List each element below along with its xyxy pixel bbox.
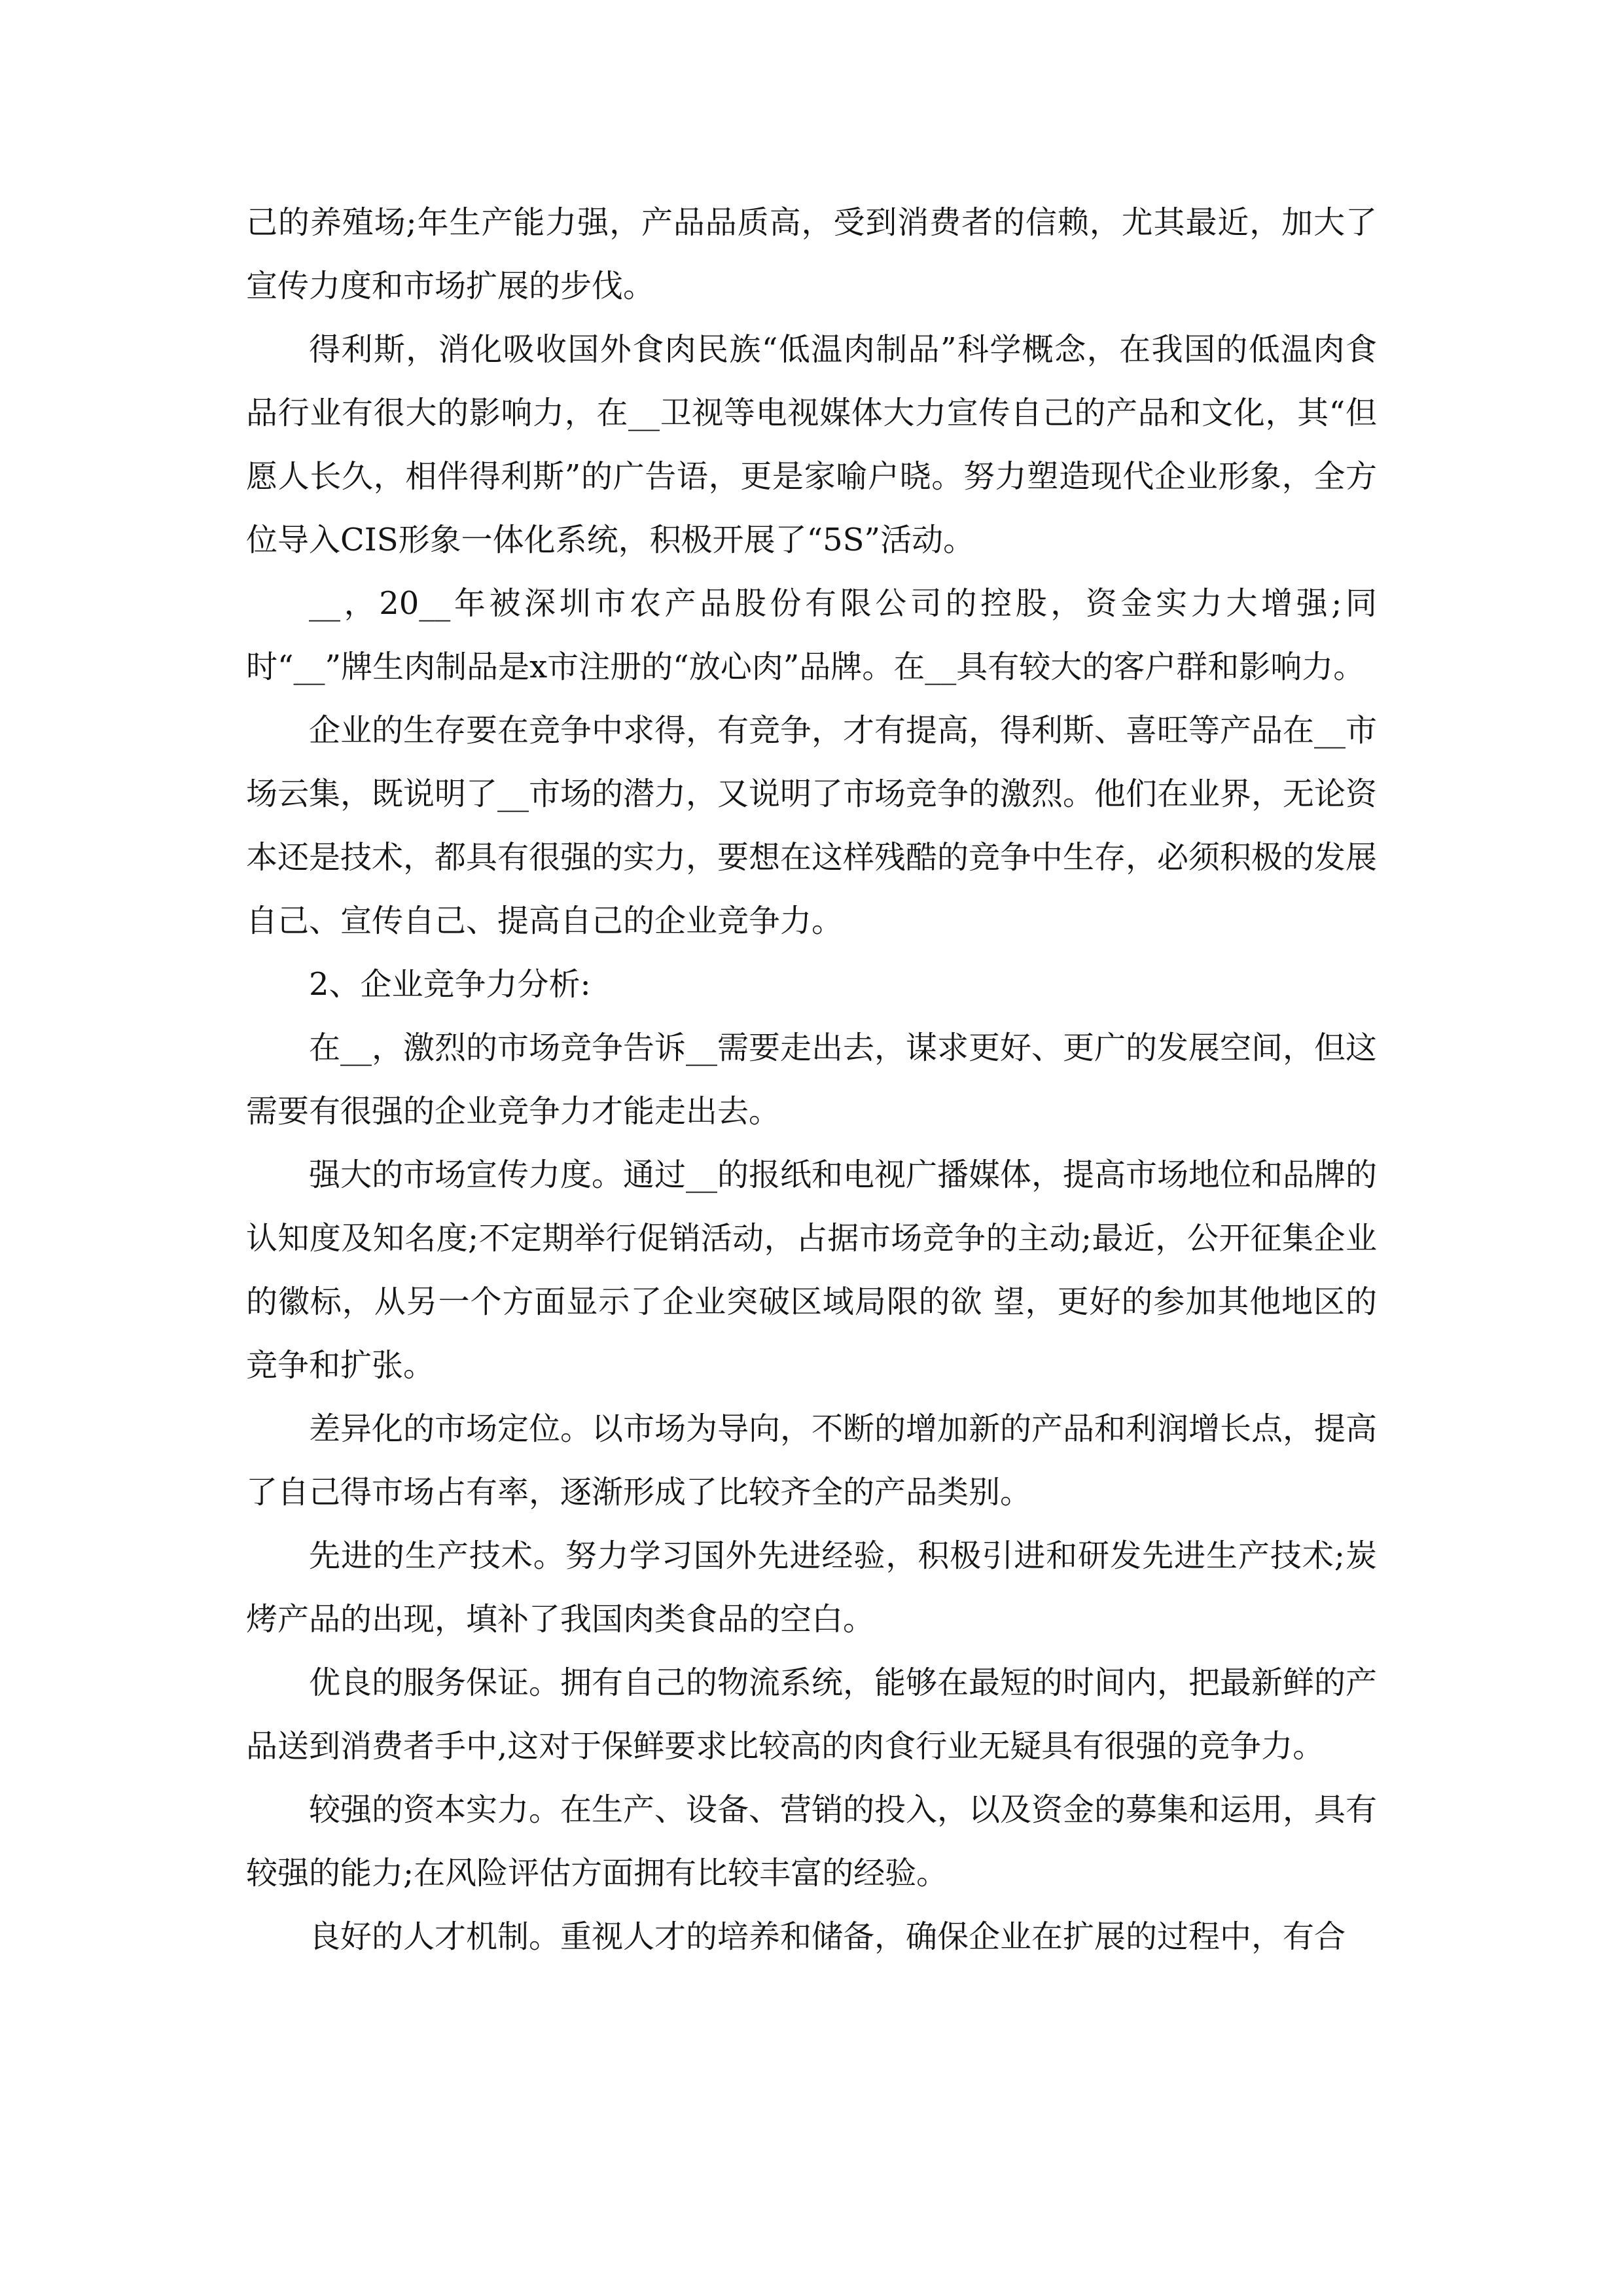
paragraph: __，20__年被深圳市农产品股份有限公司的控股，资金实力大增强;同时“__”牌生肉制品是x市注册的“放心肉”品牌。在__具有较大的客户群和影响力。 xyxy=(246,585,1377,685)
paragraph: 企业的生存要在竞争中求得，有竞争，才有提高，得利斯、喜旺等产品在__市场云集，既说明了__市场的潜力，又说明了市场竞争的激烈。他们在业界，无论资本还是技术，都具有很强的实力，要想在这样残酷的竞争中生存，必须积极的发展自己、宣传自己、提高自己的企业竞争力。 xyxy=(246,712,1378,939)
document-body xyxy=(246,191,1377,1969)
paragraph: 较强的资本实力。在生产、设备、营销的投入，以及资金的募集和运用，具有较强的能力;在风险评估方面拥有比较丰富的经验。 xyxy=(246,1791,1378,1892)
paragraph: 得利斯，消化吸收国外食肉民族“低温肉制品”科学概念，在我国的低温肉食品行业有很大的影响力，在__卫视等电视媒体大力宣传自己的产品和文化，其“但愿人长久，相伴得利斯”的广告语，更是家喻户晓。努力塑造现代企业形象，全方位导入CIS形象一体化系统，积极开展了“5S”活动。 xyxy=(246,331,1377,558)
paragraph: 差异化的市场定位。以市场为导向，不断的增加新的产品和利润增长点，提高了自己得市场占有率，逐渐形成了比较齐全的产品类别。 xyxy=(246,1410,1378,1511)
section-heading: 2、企业竞争力分析: xyxy=(309,966,591,1003)
paragraph: 先进的生产技术。努力学习国外先进经验，积极引进和研发先进生产技术;炭烤产品的出现，填补了我国肉类食品的空白。 xyxy=(246,1537,1377,1638)
paragraph: 优良的服务保证。拥有自己的物流系统，能够在最短的时间内，把最新鲜的产品送到消费者手中,这对于保鲜要求比较高的肉食行业无疑具有很强的竞争力。 xyxy=(246,1664,1378,1765)
paragraph: 在__，激烈的市场竞争告诉__需要走出去，谋求更好、更广的发展空间，但这需要有很强的企业竞争力才能走出去。 xyxy=(246,1030,1378,1130)
paragraph: 强大的市场宣传力度。通过__的报纸和电视广播媒体，提高市场地位和品牌的认知度及知名度;不定期举行促销活动，占据市场竞争的主动;最近，公开征集企业的徽标，从另一个方面显示了企业突破区域局限的欲 望，更好的参加其他地区的竞争和扩张。 xyxy=(246,1157,1378,1384)
paragraph: 良好的人才机制。重视人才的培养和储备，确保企业在扩展的过程中，有合 xyxy=(309,1918,1346,1955)
paragraph-continuation: 己的养殖场;年生产能力强，产品品质高，受到消费者的信赖，尤其最近，加大了宣传力度和市场扩展的步伐。 xyxy=(246,204,1377,304)
